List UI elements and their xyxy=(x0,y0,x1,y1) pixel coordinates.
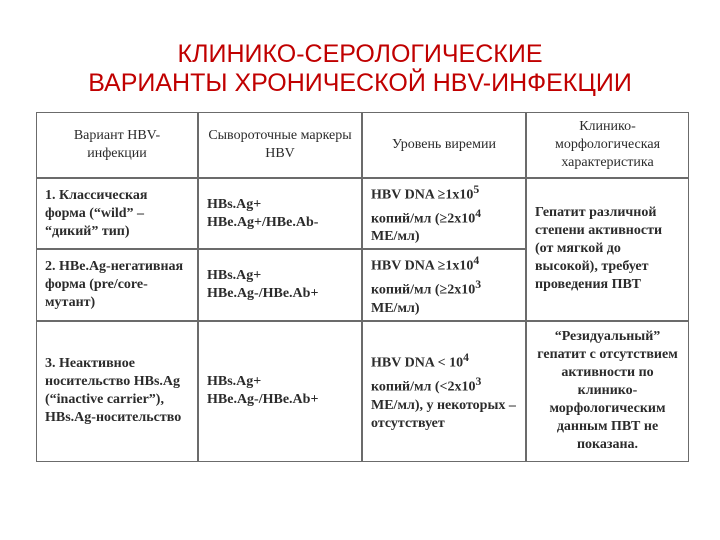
markers-line: HBs.Ag+ xyxy=(207,374,262,390)
viremia-line: HBV DNA $\ge 1x10^4$ xyxy=(371,254,480,274)
viremia-line: копий/мл ($\ge 2x10^3$ xyxy=(371,277,482,298)
viremia-line: копий/мл ($\ge 2x10^4$ xyxy=(371,206,482,227)
markers-line: HBe.Ag+/HBe.Ab- xyxy=(207,214,319,230)
markers-line: HBe.Ag-/HBe.Ab+ xyxy=(207,392,319,408)
viremia-line: копий/мл ($<2x10^3$ xyxy=(371,375,482,395)
viremia-line: HBV DNA < $10^4$ xyxy=(371,351,469,372)
header-viremia: Уровень виремии xyxy=(362,112,526,178)
viremia-line: МЕ/мл), у некоторых – отсутствует xyxy=(371,397,516,431)
cell-characteristic-3: “Резидуальный” гепатит с отсутствием активности по клинико-морфологическим данным ПВТ не показана. xyxy=(526,321,689,462)
table-header-row xyxy=(36,112,689,178)
page-title xyxy=(0,40,720,98)
viremia-line: МЕ/мл) xyxy=(371,229,420,245)
table-row xyxy=(36,321,689,462)
markers-line: HBs.Ag+ xyxy=(207,196,262,212)
cell-markers-3 xyxy=(198,321,362,462)
cell-variant-2: 2. HBe.Ag-негативная форма (pre/core-мутант) xyxy=(36,249,198,320)
markers-line: HBe.Ag-/HBe.Ab+ xyxy=(207,285,319,301)
cell-characteristic-merged: Гепатит различной степени активности (от мягкой до высокой), требует проведения ПВТ xyxy=(526,178,689,321)
header-characteristic: Клинико-морфологическая характеристика xyxy=(526,112,689,178)
cell-markers-2 xyxy=(198,249,362,320)
markers-line: HBs.Ag+ xyxy=(207,267,262,283)
title-line-2: ВАРИАНТЫ ХРОНИЧЕСКОЙ HBV-ИНФЕКЦИИ xyxy=(88,69,632,97)
header-markers: Сывороточные маркеры HBV xyxy=(198,112,362,178)
cell-variant-1: 1. Классическая форма (“wild” – “дикий” тип) xyxy=(36,178,198,249)
header-variant: Вариант HBV-инфекции xyxy=(36,112,198,178)
table-row xyxy=(36,178,689,249)
viremia-line: HBV DNA $\ge 1x10^5$ xyxy=(371,183,480,203)
cell-viremia-2 xyxy=(362,249,526,320)
title-line-1: КЛИНИКО-СЕРОЛОГИЧЕСКИЕ xyxy=(177,40,543,68)
cell-viremia-1 xyxy=(362,178,526,249)
cell-viremia-3 xyxy=(362,321,526,462)
hbv-variants-table xyxy=(36,112,689,462)
viremia-line: МЕ/мл) xyxy=(371,300,420,316)
cell-variant-3: 3. Неактивное носительство HBs.Ag (“inactive carrier”), HBs.Ag-носительство xyxy=(36,321,198,462)
cell-markers-1 xyxy=(198,178,362,249)
